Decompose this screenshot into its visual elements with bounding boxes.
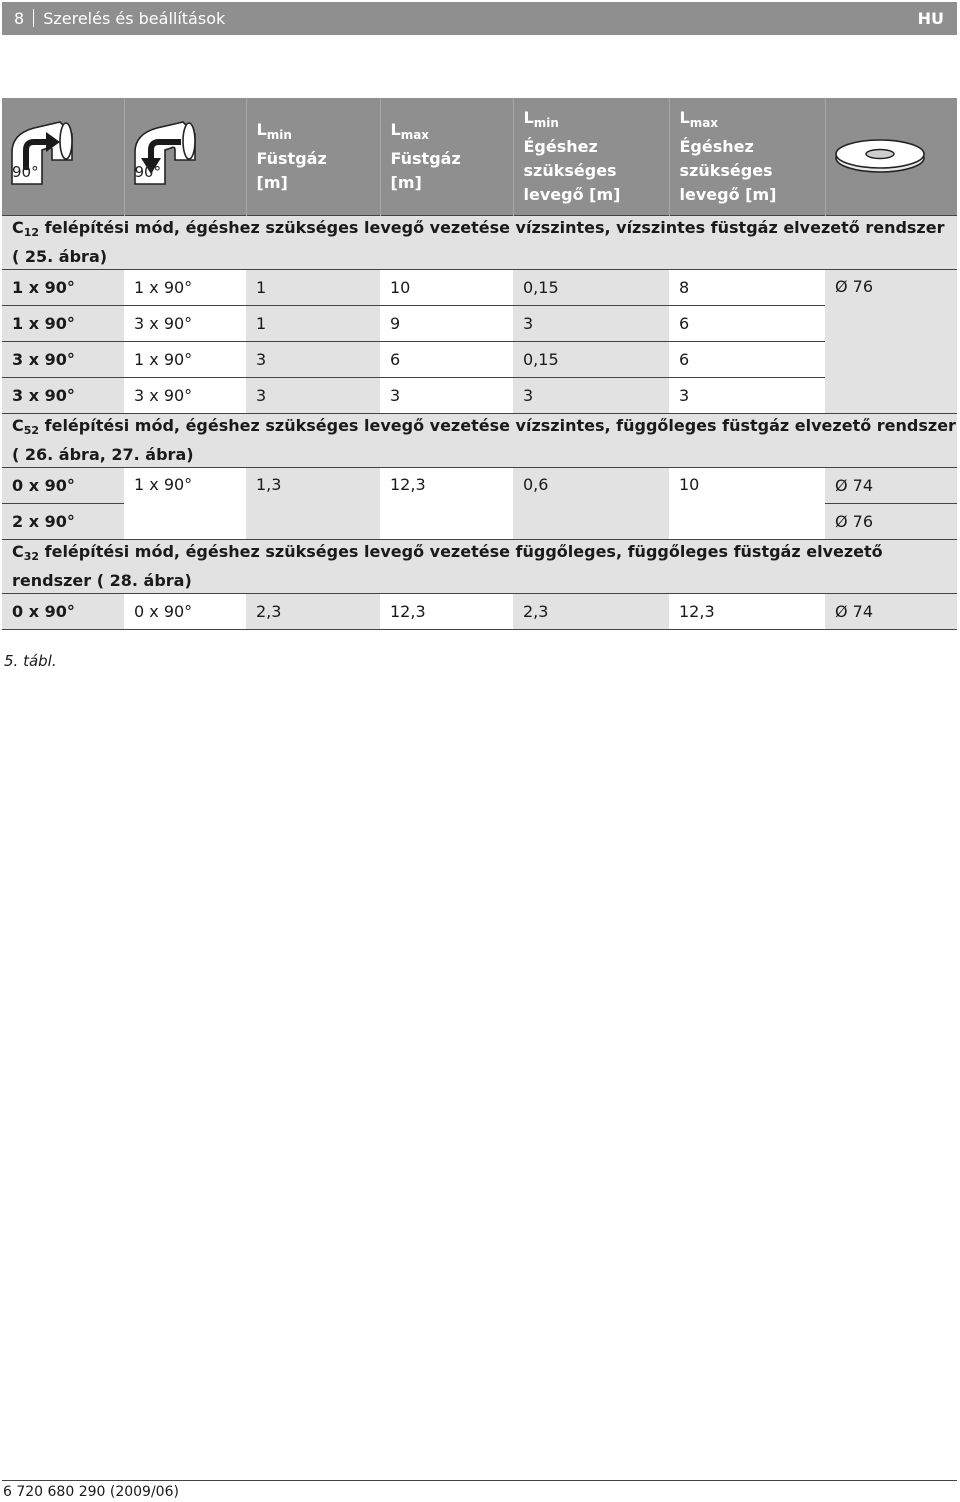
table-row xyxy=(2,306,957,342)
table-cell: 9 xyxy=(380,306,513,342)
table-cell: 3 xyxy=(246,342,380,378)
table-cell: 3 xyxy=(380,378,513,414)
section-title xyxy=(2,540,957,594)
table-cell: 0,6 xyxy=(513,468,669,540)
table-cell: 0,15 xyxy=(513,270,669,306)
flue-length-table xyxy=(2,98,957,630)
section-title xyxy=(2,216,957,270)
table-cell: 2 x 90° xyxy=(2,504,124,540)
table-cell: 12,3 xyxy=(380,594,513,630)
table-cell-diameter: Ø 76 xyxy=(825,504,957,540)
table-cell: 3 xyxy=(246,378,380,414)
footer-rule xyxy=(2,1480,957,1481)
table-cell: 2,3 xyxy=(246,594,380,630)
elbow-in-icon xyxy=(131,120,203,186)
section-sub: 12 xyxy=(23,226,40,239)
table-cell-diameter: Ø 74 xyxy=(825,468,957,504)
section-sub: 32 xyxy=(23,550,40,563)
table-cell: 1 x 90° xyxy=(124,468,246,540)
table-cell-diameter: Ø 74 xyxy=(825,594,957,630)
table-row xyxy=(2,378,957,414)
table-row xyxy=(2,342,957,378)
col-unit: levegő [m] xyxy=(679,185,777,204)
page-title: Szerelés és beállítások xyxy=(43,9,226,28)
table-cell: 6 xyxy=(669,306,825,342)
section-prefix: C xyxy=(12,218,24,237)
col-sub: min xyxy=(533,116,559,130)
section-text: felépítési mód, égéshez szükséges levegő vezetése vízszintes, vízszintes füstgáz elvezető rendszer ( 25. ábra) xyxy=(12,218,945,266)
table-row xyxy=(2,270,957,306)
table-cell: 1 x 90° xyxy=(2,270,124,306)
elbow-out-icon xyxy=(8,120,80,186)
table-cell: 2,3 xyxy=(513,594,669,630)
col-line: szükséges xyxy=(679,161,773,180)
col-l: L xyxy=(523,108,534,127)
table-cell: 3 x 90° xyxy=(124,378,246,414)
table-cell: 3 x 90° xyxy=(124,306,246,342)
table-row xyxy=(2,468,957,504)
col-unit: [m] xyxy=(256,173,288,192)
header-lmax-flue xyxy=(380,98,513,216)
table-cell: 6 xyxy=(380,342,513,378)
table-cell: 1 x 90° xyxy=(2,306,124,342)
col-l: L xyxy=(256,120,267,139)
table-cell: 8 xyxy=(669,270,825,306)
header-cell-elbow-in xyxy=(124,98,246,216)
header-lmin-air xyxy=(513,98,669,216)
orifice-ring-icon xyxy=(832,163,928,182)
header-separator xyxy=(33,9,34,27)
table-cell: 3 x 90° xyxy=(2,342,124,378)
page-number: 8 xyxy=(14,9,25,28)
header-left xyxy=(14,9,225,28)
table-cell: 0 x 90° xyxy=(2,468,124,504)
col-line: Füstgáz xyxy=(256,149,327,168)
page-header xyxy=(2,2,957,35)
table-cell: 3 xyxy=(513,306,669,342)
table-cell: 1 x 90° xyxy=(124,342,246,378)
table-cell: 3 x 90° xyxy=(2,378,124,414)
section-row-c12 xyxy=(2,216,957,270)
col-line: Égéshez xyxy=(679,137,754,156)
section-row-c52 xyxy=(2,414,957,468)
table-cell: 1 xyxy=(246,270,380,306)
section-prefix: C xyxy=(12,416,24,435)
table-cell: 3 xyxy=(513,378,669,414)
table-row xyxy=(2,594,957,630)
col-line: Égéshez xyxy=(523,137,598,156)
table-caption: 5. tábl. xyxy=(4,652,57,670)
section-sub: 52 xyxy=(23,424,40,437)
table-cell-diameter: Ø 76 xyxy=(825,270,957,414)
table-cell: 0 x 90° xyxy=(124,594,246,630)
table-header-row xyxy=(2,98,957,216)
header-cell-elbow-out xyxy=(2,98,124,216)
header-cell-orifice xyxy=(825,98,957,216)
col-sub: min xyxy=(266,128,292,142)
table-cell: 0 x 90° xyxy=(2,594,124,630)
header-lmin-flue xyxy=(246,98,380,216)
table-cell: 10 xyxy=(380,270,513,306)
col-l: L xyxy=(390,120,401,139)
section-title xyxy=(2,414,957,468)
table-cell: 10 xyxy=(669,468,825,540)
col-sub: max xyxy=(689,116,719,130)
col-line: Füstgáz xyxy=(390,149,461,168)
table-cell: 12,3 xyxy=(380,468,513,540)
col-unit: levegő [m] xyxy=(523,185,621,204)
col-unit: [m] xyxy=(390,173,422,192)
section-row-c32 xyxy=(2,540,957,594)
col-sub: max xyxy=(400,128,430,142)
col-l: L xyxy=(679,108,690,127)
header-lmax-air xyxy=(669,98,825,216)
elbow-out-label: 90° xyxy=(12,163,39,181)
section-text: felépítési mód, égéshez szükséges levegő vezetése függőleges, függőleges füstgáz elvezető rendszer ( 28. ábra) xyxy=(12,542,883,590)
section-text: felépítési mód, égéshez szükséges levegő vezetése vízszintes, függőleges füstgáz elvezető rendszer ( 26. ábra, 27. ábra) xyxy=(12,416,956,464)
table-cell: 12,3 xyxy=(669,594,825,630)
language-code: HU xyxy=(917,9,944,28)
table-cell: 3 xyxy=(669,378,825,414)
document-number: 6 720 680 290 (2009/06) xyxy=(3,1484,179,1500)
section-prefix: C xyxy=(12,542,24,561)
elbow-in-label: 90° xyxy=(134,163,162,181)
table-cell: 1 x 90° xyxy=(124,270,246,306)
table-cell: 1 xyxy=(246,306,380,342)
table-cell: 0,15 xyxy=(513,342,669,378)
table-cell: 6 xyxy=(669,342,825,378)
table-cell: 1,3 xyxy=(246,468,380,540)
col-line: szükséges xyxy=(523,161,617,180)
